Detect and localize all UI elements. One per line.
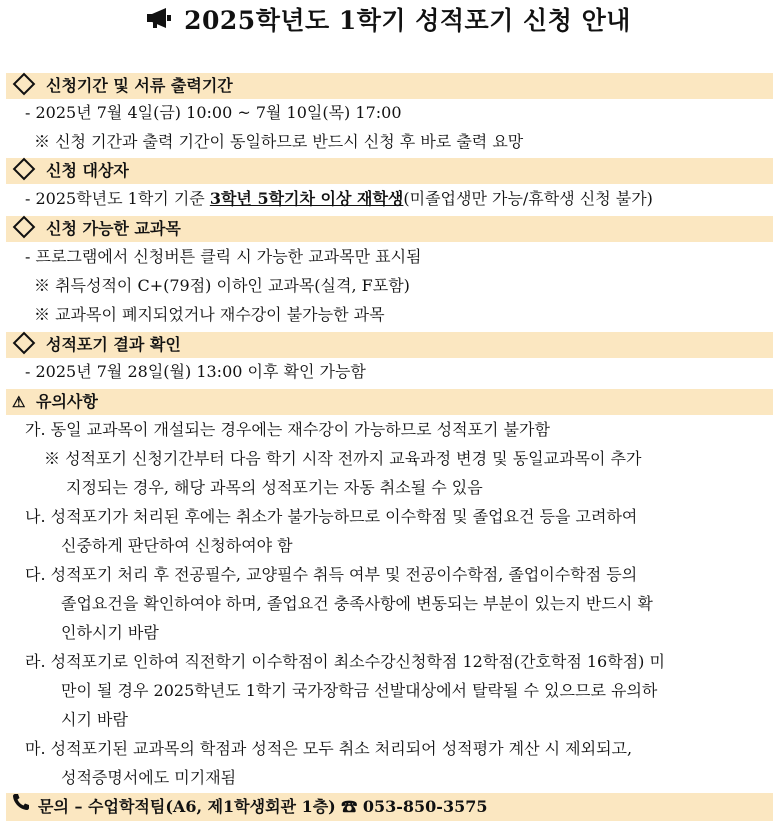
courses-line: - 프로그램에서 신청버튼 클릭 시 가능한 교과목만 표시됨 [25, 247, 422, 266]
section-header-period [6, 73, 773, 99]
phone-icon [12, 792, 30, 820]
diamond-icon [13, 73, 36, 96]
diamond-icon [13, 158, 36, 181]
contact-text: 문의 – 수업학적팀(A6, 제1학생회관 1층) ☎ 053-850-3575 [38, 797, 488, 816]
note-item: 시기 바람 [61, 710, 128, 729]
section-title: 유의사항 [36, 392, 98, 411]
note-item: 라. 성적포기로 인하여 직전학기 이수학점이 최소수강신청학점 12학점(간호학점 16학점) 미 [25, 652, 665, 671]
note-item: 나. 성적포기가 처리된 후에는 취소가 불가능하므로 이수학점 및 졸업요건 등을 고려하여 [25, 507, 638, 526]
megaphone-icon [146, 4, 172, 38]
note-item: ※ 성적포기 신청기간부터 다음 학기 시작 전까지 교육과정 변경 및 동일교과목이 추가 [44, 449, 642, 468]
note-item: 만이 될 경우 2025학년도 1학기 국가장학금 선발대상에서 탈락될 수 있으므로 유의하 [61, 681, 658, 700]
eligibility-suffix: (미졸업생만 가능/휴학생 신청 불가) [403, 189, 653, 208]
note-item: 마. 성적포기된 교과목의 학점과 성적은 모두 취소 처리되어 성적평가 계산 시 제외되고, [25, 739, 633, 758]
period-note: ※ 신청 기간과 출력 기간이 동일하므로 반드시 신청 후 바로 출력 요망 [34, 132, 524, 151]
note-item: 신중하게 판단하여 신청하여야 함 [61, 536, 293, 555]
eligibility-line [25, 185, 653, 213]
eligibility-prefix: - 2025학년도 1학기 기준 [25, 189, 210, 208]
page-title [0, 4, 777, 38]
note-item: 졸업요건을 확인하여야 하며, 졸업요건 충족사항에 변동되는 부분이 있는지 반드시 확 [61, 594, 653, 613]
courses-note: ※ 교과목이 폐지되었거나 재수강이 불가능한 과목 [34, 305, 385, 324]
note-item: 성적증명서에도 미기재됨 [61, 768, 237, 787]
section-title: 신청기간 및 서류 출력기간 [46, 76, 233, 95]
note-item: 가. 동일 교과목이 개설되는 경우에는 재수강이 가능하므로 성적포기 불가함 [25, 420, 550, 439]
note-item: 지정되는 경우, 해당 과목의 성적포기는 자동 취소될 수 있음 [66, 478, 483, 497]
section-title: 성적포기 결과 확인 [46, 335, 181, 354]
diamond-icon [13, 216, 36, 239]
section-title: 신청 대상자 [46, 161, 129, 180]
diamond-icon [13, 332, 36, 355]
note-item: 다. 성적포기 처리 후 전공필수, 교양필수 취득 여부 및 전공이수학점, 졸업이수학점 등의 [25, 565, 638, 584]
contact-footer [6, 793, 773, 821]
section-header-results [6, 332, 773, 358]
period-dates: - 2025년 7월 4일(금) 10:00 ~ 7월 10일(목) 17:00 [25, 103, 402, 122]
section-title: 신청 가능한 교과목 [46, 219, 181, 238]
title-text: 2025학년도 1학기 성적포기 신청 안내 [184, 6, 631, 35]
section-header-notes [6, 389, 773, 415]
note-item: 인하시기 바람 [61, 623, 159, 642]
section-header-eligibility [6, 158, 773, 184]
courses-note: ※ 취득성적이 C+(79점) 이하인 교과목(실격, F포함) [34, 276, 410, 295]
section-header-courses [6, 216, 773, 242]
eligibility-emphasis: 3학년 5학기차 이상 재학생 [209, 189, 404, 208]
warning-icon: ⚠ [12, 393, 26, 411]
results-line: - 2025년 7월 28일(월) 13:00 이후 확인 가능함 [25, 362, 366, 381]
